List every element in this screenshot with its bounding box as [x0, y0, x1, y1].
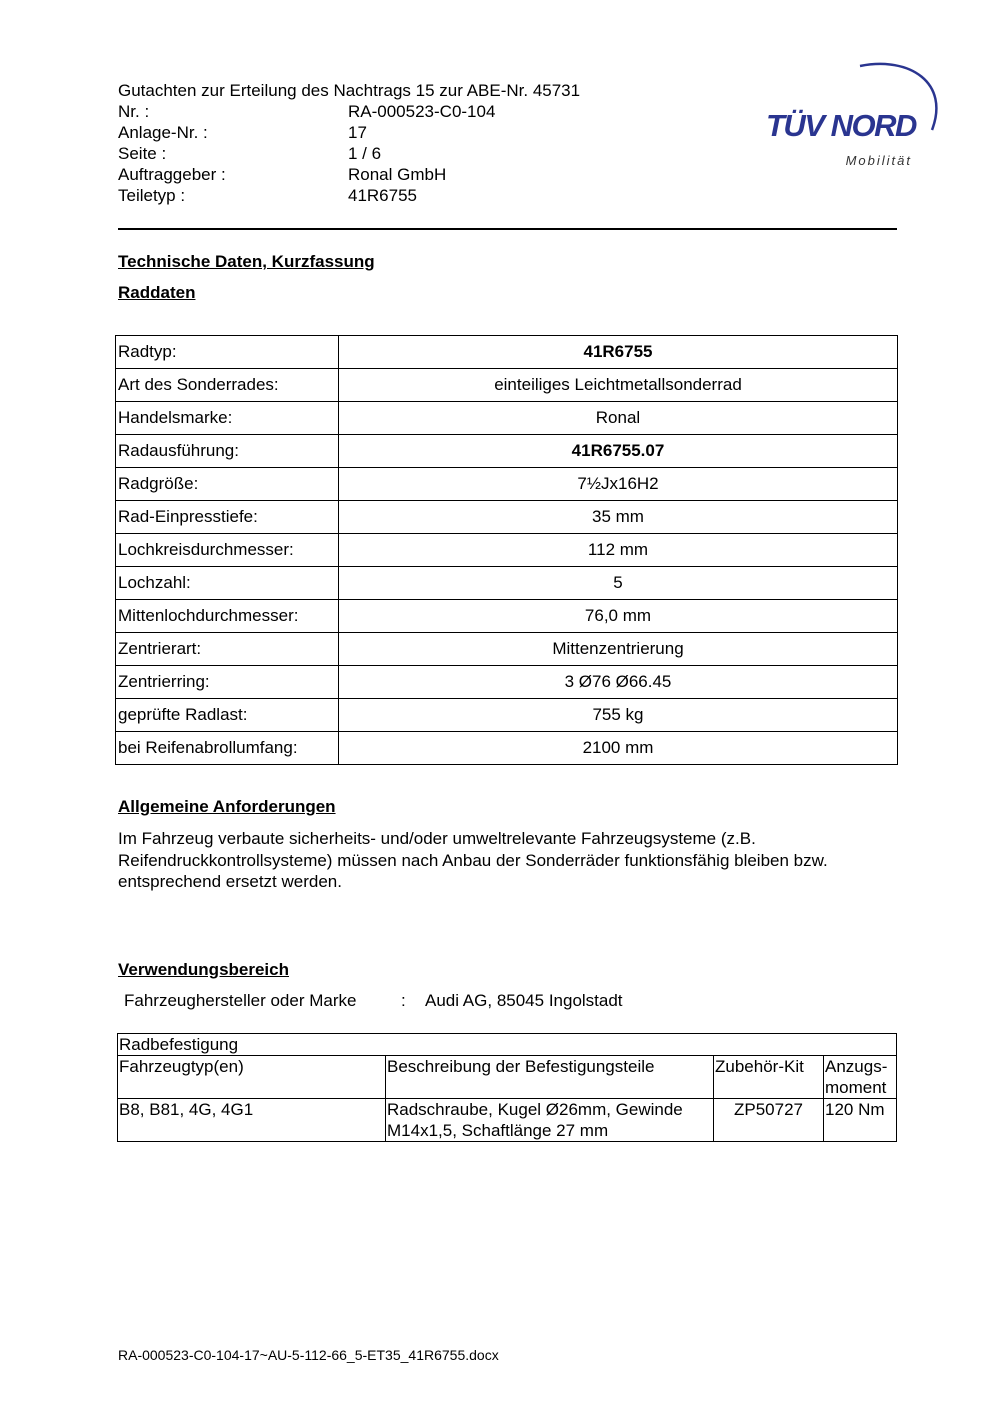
hersteller-value: Audi AG, 85045 Ingolstadt: [425, 991, 623, 1010]
table-row: [116, 732, 898, 765]
header-row-auftraggeber: [118, 164, 447, 185]
raddaten-label: Rad-Einpresstiefe:: [116, 501, 339, 534]
header-label: Auftraggeber :: [118, 165, 226, 184]
raddaten-label: Radtyp:: [116, 336, 339, 369]
header-label: Seite :: [118, 144, 167, 163]
table-row: [116, 600, 898, 633]
logo-sub-text: Mobilität: [845, 153, 912, 168]
raddaten-label: Radgröße:: [116, 468, 339, 501]
raddaten-value: 3 Ø76 Ø66.45: [339, 666, 898, 699]
header-value: RA-000523-C0-104: [348, 102, 496, 121]
raddaten-label: Art des Sonderrades:: [116, 369, 339, 402]
header-row-nr: [118, 101, 496, 122]
cell-anzugsmoment: 120 Nm: [824, 1099, 897, 1142]
raddaten-value: 76,0 mm: [339, 600, 898, 633]
header-label: Nr. :: [118, 102, 150, 121]
header-value: 41R6755: [348, 186, 418, 205]
table-row: [116, 567, 898, 600]
section-heading-allgemeine: Allgemeine Anforderungen: [118, 797, 336, 816]
header-cell-anzugsmoment: Anzugs- moment: [824, 1056, 897, 1099]
radbefestigung-table: [117, 1033, 897, 1142]
raddaten-label: Radausführung:: [116, 435, 339, 468]
document-title: Gutachten zur Erteilung des Nachtrags 15 zur ABE-Nr. 45731: [118, 81, 581, 100]
table-row: [116, 501, 898, 534]
raddaten-table: [115, 335, 898, 765]
table-row: [116, 468, 898, 501]
footer-filename: RA-000523-C0-104-17~AU-5-112-66_5-ET35_41R6755.docx: [118, 1347, 499, 1363]
header-label: Teiletyp :: [118, 186, 186, 205]
table-row: [116, 435, 898, 468]
header-cell-beschreibung: Beschreibung der Befestigungsteile: [386, 1056, 714, 1099]
cell-fahrzeugtyp: B8, B81, 4G, 4G1: [118, 1099, 386, 1142]
tuev-nord-logo: [760, 58, 945, 173]
raddaten-label: Zentrierring:: [116, 666, 339, 699]
cell-beschreibung: Radschraube, Kugel Ø26mm, Gewinde M14x1,5, Schaftlänge 27 mm: [386, 1099, 714, 1142]
table-row: [118, 1099, 897, 1142]
section-heading-raddaten: Raddaten: [118, 283, 196, 302]
header-label: Anlage-Nr. :: [118, 123, 208, 142]
table-row: [116, 666, 898, 699]
raddaten-value: 41R6755.07: [339, 435, 898, 468]
header-cell-fahrzeugtyp: Fahrzeugtyp(en): [118, 1056, 386, 1099]
table-header-row: [118, 1056, 897, 1099]
logo-brand-text: TÜV NORD: [766, 108, 916, 143]
raddaten-value: 35 mm: [339, 501, 898, 534]
raddaten-label: bei Reifenabrollumfang:: [116, 732, 339, 765]
table-row: [116, 699, 898, 732]
raddaten-label: Lochzahl:: [116, 567, 339, 600]
header-value: 1 / 6: [348, 144, 382, 163]
header-value: 17: [348, 123, 367, 142]
hersteller-separator: :: [401, 991, 406, 1010]
table-row: [116, 402, 898, 435]
table-row: [116, 633, 898, 666]
section-heading-technische: Technische Daten, Kurzfassung: [118, 252, 375, 271]
raddaten-label: Zentrierart:: [116, 633, 339, 666]
raddaten-value: Ronal: [339, 402, 898, 435]
raddaten-value: 5: [339, 567, 898, 600]
header-row-anlage: [118, 122, 367, 143]
header-cell-zubehoer: Zubehör-Kit: [714, 1056, 824, 1099]
table-row: [116, 369, 898, 402]
raddaten-value: 41R6755: [339, 336, 898, 369]
hersteller-label: Fahrzeughersteller oder Marke: [124, 991, 357, 1010]
section-heading-verwendung: Verwendungsbereich: [118, 960, 289, 979]
header-row-teiletyp: [118, 185, 418, 206]
table-row: [116, 336, 898, 369]
radbefestigung-title: Radbefestigung: [118, 1034, 897, 1056]
cell-zubehoer-kit: ZP50727: [714, 1099, 824, 1142]
raddaten-value: 755 kg: [339, 699, 898, 732]
raddaten-label: Mittenlochdurchmesser:: [116, 600, 339, 633]
raddaten-label: geprüfte Radlast:: [116, 699, 339, 732]
raddaten-value: einteiliges Leichtmetallsonderrad: [339, 369, 898, 402]
header-row-seite: [118, 143, 382, 164]
raddaten-label: Handelsmarke:: [116, 402, 339, 435]
raddaten-value: 112 mm: [339, 534, 898, 567]
table-row: [116, 534, 898, 567]
raddaten-label: Lochkreisdurchmesser:: [116, 534, 339, 567]
header-divider: [118, 228, 897, 230]
raddaten-value: 7½Jx16H2: [339, 468, 898, 501]
raddaten-value: 2100 mm: [339, 732, 898, 765]
allgemeine-paragraph: Im Fahrzeug verbaute sicherheits- und/oder umweltrelevante Fahrzeugsysteme (z.B. Reifendruckkontrollsysteme) müssen nach Anbau der Sonderräder funktionsfähig bleiben bzw. entsprechend ersetzt werden.: [118, 829, 828, 891]
raddaten-value: Mittenzentrierung: [339, 633, 898, 666]
header-value: Ronal GmbH: [348, 165, 447, 184]
